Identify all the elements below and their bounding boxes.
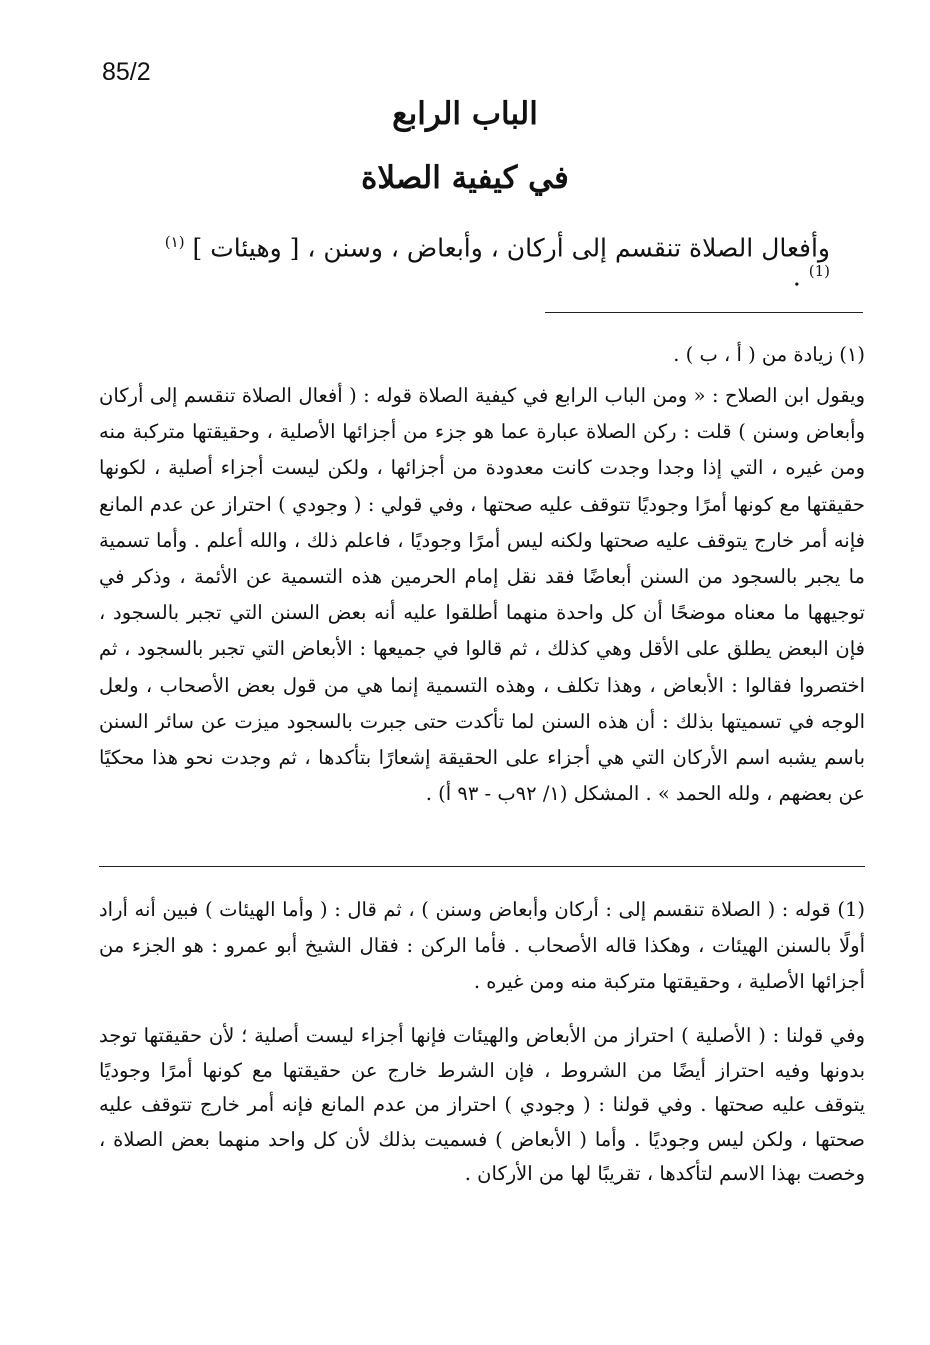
footnote-text: (1) قوله : ( الصلاة تنقسم إلى : أركان وأبعاض وسنن ) ، ثم قال : ( وأما الهيئات ) فبين أنه أراد أولًا بالسنن الهيئات ، وهكذا قاله الأصحاب . فأما الركن : فقال الشيخ أبو عمرو : هو الجزء من أجزائها الأصلية ، وحقيقتها متركبة منه ومن غيره .: [99, 898, 865, 993]
page-number: 85/2: [102, 58, 151, 86]
footnote-reference: (١) زيادة من ( أ ، ب ) .: [673, 343, 865, 366]
intro-footnote-marker-1: (١): [164, 233, 185, 251]
footnote-divider: [545, 312, 863, 313]
commentary-paragraph: [99, 378, 865, 812]
intro-end: .: [792, 262, 809, 292]
intro-text: وأفعال الصلاة تنقسم إلى أركان ، وأبعاض ، وسنن ، [ وهيئات ]: [192, 233, 830, 263]
intro-footnote-marker-2: (1): [808, 262, 830, 281]
commentary-text: ويقول ابن الصلاح : « ومن الباب الرابع في كيفية الصلاة قوله : ( أفعال الصلاة تنقسم إلى أركان وأبعاض وسنن ) قلت : ركن الصلاة عبارة عما هو جزء من أجزائها الأصلية ، وحقيقتها متركبة منه ومن غيره ، التي إذا وجدا وجدت كانت معدودة من أجزائها ، ولكن ليست أجزاء أصلية ، لكونها حقيقتها مع كونها أمرًا وجوديًا تتوقف عليه صحتها ، وفي قولي : ( وجودي ) احتراز عن عدم المانع فإنه أمر خارج يتوقف عليه صحتها ولكنه ليس أمرًا وجوديًا ، فاعلم ذلك ، والله أعلم . وأما تسمية ما يجبر بالسجود من السنن أبعاضًا فقد نقل إمام الحرمين هذه التسمية عن الأئمة ، وذكر في توجيهها ما معناه موضحًا أن كل واحدة منهما أطلقوا عليه أنه بعض السنن التي تجبر بالسجود ، فإن البعض يطلق على الأقل وهي كذلك ، ثم قالوا في جميعها : الأبعاض التي تجبر بالسجود ، ثم اختصروا فقالوا : الأبعاض ، وهذا تكلف ، وهذه التسمية إنما هي من قول بعض الأصحاب ، ولعل الوجه في تسميتها بذلك : أن هذه السنن لما تأكدت حتى جبرت بالسجود ميزت عن سائر السنن باسم يشبه اسم الأركان التي هي أجزاء على الحقيقة إشعارًا بتأكدها ، ثم وجدت نحو هذا محكيًا عن بعضهم ، ولله الحمد » . المشكل (١/ ٩٢ب - ٩٣ أ) .: [99, 384, 865, 806]
section-divider: [99, 866, 865, 867]
intro-line: [140, 233, 830, 292]
footnote-paragraph: [99, 892, 865, 1000]
footnote-continued-text: وفي قولنا : ( الأصلية ) احتراز من الأبعاض والهيئات فإنها أجزاء ليست أصلية ؛ لأن حقيقتها توجد بدونها وفيه احتراز أيضًا من الشروط ، فإن الشرط خارج عن حقيقتها مع كونها أمرًا وجوديًا يتوقف عليه صحتها . وفي قولنا : ( وجودي ) احتراز من عدم المانع فإنه أمر خارج تتوقف عليه صحتها ، ولكن ليس وجوديًا . وأما ( الأبعاض ) فسميت بذلك لأن كل واحد منهما بعض الصلاة ، وخصت بهذا الاسم لتأكدها ، تقريبًا لها من الأركان .: [99, 1024, 865, 1185]
chapter-subtitle: في كيفية الصلاة: [361, 160, 569, 196]
footnote-continued-paragraph: [99, 1019, 865, 1192]
chapter-title: الباب الرابع: [392, 96, 538, 132]
